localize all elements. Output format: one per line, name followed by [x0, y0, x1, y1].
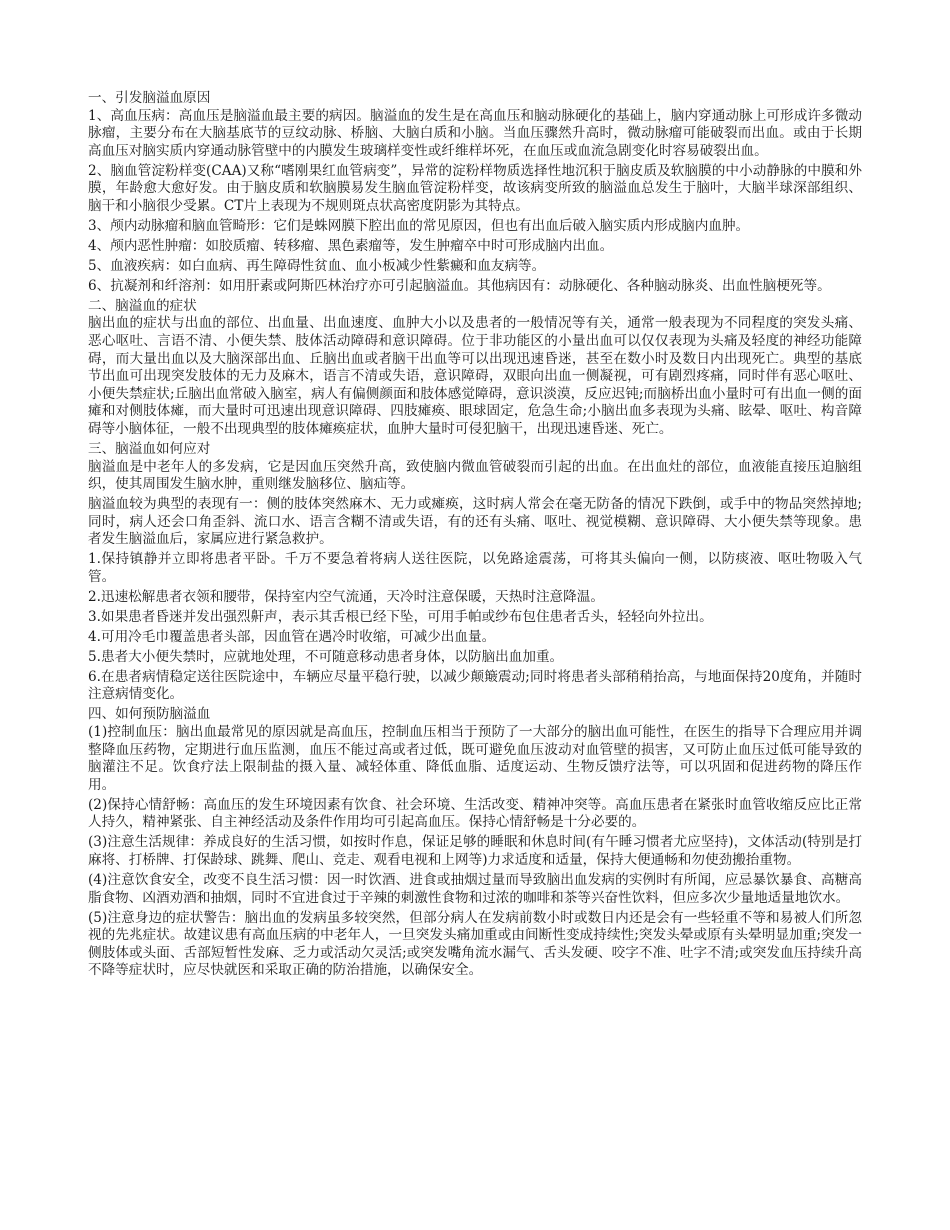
- paragraph-response-step-5: 5.患者大小便失禁时，应就地处理，不可随意移动患者身体，以防脑出血加重。: [88, 648, 564, 665]
- paragraph-response-step-3: 3.如果患者昏迷并发出强烈鼾声，表示其舌根已经下坠，可用手帕或纱布包住患者舌头，轻轻向外拉出。: [88, 608, 713, 625]
- paragraph-response-step-1: 1.保持镇静并立即将患者平卧。千万不要急着将病人送往医院，以免路途震荡，可将其头偏向一侧，以防痰液、呕吐物吸入气管。: [88, 551, 862, 585]
- paragraph-cause-aneurysm: 3、颅内动脉瘤和脑血管畸形：它们是蛛网膜下腔出血的常见原因，但也有出血后破入脑实质内形成脑内血肿。: [88, 217, 750, 234]
- paragraph-prevention-2: (2)保持心情舒畅：高血压的发生环境因素有饮食、社会环境、生活改变、精神冲突等。高血压患者在紧张时血管收缩反应比正常人持久，精神紧张、自主神经活动及条件作用均可引起高血压。保持心情舒畅是十分必要的。: [88, 796, 862, 831]
- paragraph-response-step-2: 2.迅速松解患者衣领和腰带，保持室内空气流通，天冷时注意保暖，天热时注意降温。: [88, 588, 604, 605]
- paragraph-response-signs: 脑溢血较为典型的表现有一：侧的肢体突然麻木、无力或瘫痪，这时病人常会在毫无防备的情况下跌倒，或手中的物品突然掉地;同时，病人还会口角歪斜、流口水、语言含糊不清或失语，有的还有头痛、呕吐、视觉模糊、意识障碍、大小便失禁等现象。患者发生脑溢血后，家属应进行紧急救护。: [88, 496, 862, 548]
- paragraph-cause-hypertension: 1、高血压病：高血压是脑溢血最主要的病因。脑溢血的发生是在高血压和脑动脉硬化的基础上，脑内穿通动脉上可形成许多微动脉瘤，主要分布在大脑基底节的豆纹动脉、桥脑、大脑白质和小脑。当血压骤然升高时，微动脉瘤可能破裂而出血。或由于长期高血压对脑实质内穿通动脉管壁中的内膜发生玻璃样变性或纤维样坏死，在血压或血流急剧变化时容易破裂出血。: [88, 107, 862, 159]
- section-heading-prevention: 四、如何预防脑溢血: [88, 706, 211, 723]
- paragraph-symptoms: 脑出血的症状与出血的部位、出血量、出血速度、血肿大小以及患者的一般情况等有关，通常一般表现为不同程度的突发头痛、恶心呕吐、言语不清、小便失禁、肢体活动障碍和意识障碍。位于非功能区的小量出血可以仅仅表现为头痛及轻度的神经功能障碍，而大量出血以及大脑深部出血、丘脑出血或者脑干出血等可以出现迅速昏迷，甚至在数小时及数日内出现死亡。典型的基底节出血可出现突发肢体的无力及麻木，语言不清或失语，意识障碍，双眼向出血一侧凝视，可有剧烈疼痛，同时伴有恶心呕吐、小便失禁症状;丘脑出血常破入脑室，病人有偏侧颜面和肢体感觉障碍，意识淡漠，反应迟钝;而脑桥出血小量时可有出血一侧的面瘫和对侧肢体瘫，而大量时可迅速出现意识障碍、四肢瘫痪、眼球固定，危急生命;小脑出血多表现为头痛、眩晕、呕吐、构音障碍等小脑体征，一般不出现典型的肢体瘫痪症状，血肿大量时可侵犯脑干，出现迅速昏迷、死亡。: [88, 315, 862, 438]
- paragraph-cause-anticoagulant: 6、抗凝剂和纤溶剂：如用肝素或阿斯匹林治疗亦可引起脑溢血。其他病因有：动脉硬化、各种脑动脉炎、出血性脑梗死等。: [88, 277, 831, 294]
- paragraph-response-intro: 脑溢血是中老年人的多发病，它是因血压突然升高，致使脑内微血管破裂而引起的出血。在出血灶的部位，血液能直接压迫脑组织，使其周围发生脑水肿，重则继发脑移位、脑疝等。: [88, 458, 862, 493]
- section-heading-causes: 一、引发脑溢血原因: [88, 90, 211, 106]
- section-heading-response: 三、脑溢血如何应对: [88, 441, 211, 458]
- paragraph-prevention-3: (3)注意生活规律：养成良好的生活习惯，如按时作息，保证足够的睡眠和休息时间(有午睡习惯者尤应坚持)，文体活动(特别是打麻将、打桥牌、打保龄球、跳舞、爬山、竞走、观看电视和上网等)力求适度和适量，保持大便通畅和勿使劲搬抬重物。: [88, 834, 862, 868]
- paragraph-cause-blood-disease: 5、血液疾病：如白血病、再生障碍性贫血、血小板减少性紫癜和血友病等。: [88, 257, 546, 274]
- paragraph-cause-tumor: 4、颅内恶性肿瘤：如胶质瘤、转移瘤、黑色素瘤等，发生肿瘤卒中时可形成脑内出血。: [88, 237, 614, 254]
- section-heading-symptoms: 二、脑溢血的症状: [88, 297, 197, 314]
- paragraph-response-step-4: 4.可用冷毛巾覆盖患者头部，因血管在遇冷时收缩，可减少出血量。: [88, 628, 496, 645]
- paragraph-prevention-1: (1)控制血压：脑出血最常见的原因就是高血压，控制血压相当于预防了一大部分的脑出血可能性，在医生的指导下合理应用并调整降血压药物，定期进行血压监测，血压不能过高或者过低，既可避免血压波动对血管壁的损害，又可防止血压过低可能导致的脑灌注不足。饮食疗法上限制盐的摄入量、减轻体重、降低血脂、适度运动、生物反馈疗法等，可以巩固和促进药物的降压作用。: [88, 724, 862, 793]
- paragraph-prevention-5: (5)注意身边的症状警告：脑出血的发病虽多较突然，但部分病人在发病前数小时或数日内还是会有一些轻重不等和易被人们所忽视的先兆症状。故建议患有高血压病的中老年人，一旦突发头痛加重或由间断性变成持续性;突发头晕或原有头晕明显加重;突发一侧肢体或头面、舌部短暂性发麻、乏力或活动欠灵活;或突发嘴角流水漏气、舌头发硬、咬字不准、吐字不清;或突发血压持续升高不降等症状时，应尽快就医和采取正确的防治措施，以确保安全。: [88, 909, 862, 979]
- paragraph-response-step-6: 6.在患者病情稳定送往医院途中，车辆应尽量平稳行驶，以减少颠簸震动;同时将患者头部稍稍抬高，与地面保持20度角，并随时注意病情变化。: [88, 668, 862, 703]
- document-body: [88, 90, 862, 982]
- paragraph-prevention-4: (4)注意饮食安全，改变不良生活习惯：因一时饮酒、进食或抽烟过量而导致脑出血发病的实例时有所闻，应忌暴饮暴食、高糖高脂食物、凶酒劝酒和抽烟，同时不宜进食过于辛辣的刺激性食物和过浓的咖啡和茶等兴奋性饮料，但应多次少量地适量地饮水。: [88, 871, 862, 906]
- paragraph-cause-caa: 2、脑血管淀粉样变(CAA)又称“嗜刚果红血管病变”，异常的淀粉样物质选择性地沉积于脑皮质及软脑膜的中小动静脉的中膜和外膜，年龄愈大愈好发。由于脑皮质和软脑膜易发生脑血管淀粉样变，故该病变所致的脑溢血总发生于脑叶，大脑半球深部组织、脑干和小脑很少受累。CT片上表现为不规则斑点状高密度阴影为其特点。: [88, 162, 862, 214]
